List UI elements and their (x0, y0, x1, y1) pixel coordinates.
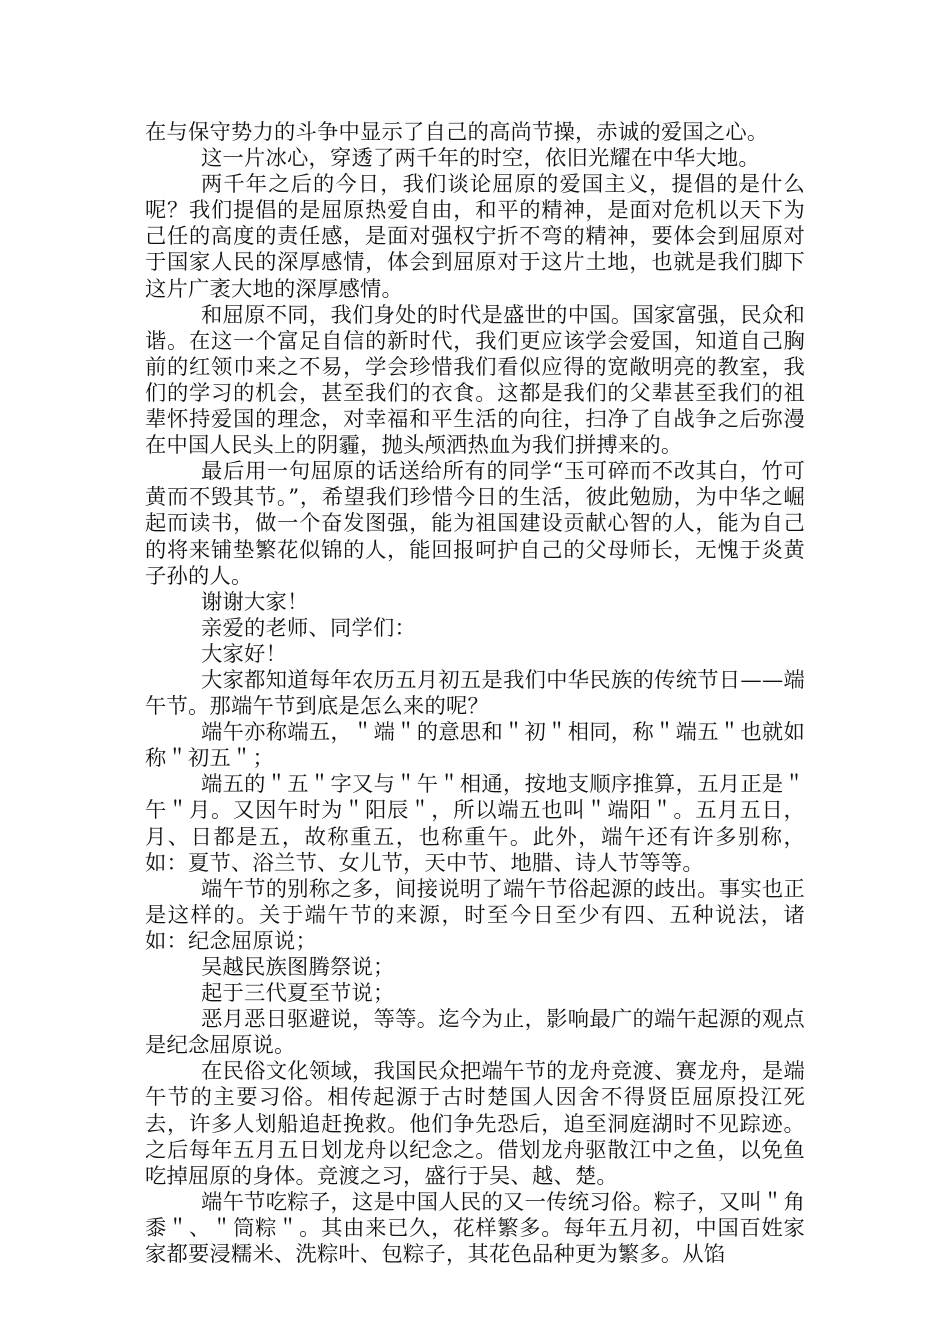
paragraph: 在民俗文化领域，我国民众把端午节的龙舟竞渡、赛龙舟，是端午节的主要习俗。相传起源于古时楚国人因舍不得贤臣屈原投江死去，许多人划船追赶挽救。他们争先恐后，追至洞庭湖时不见踪迹。之后每年五月五日划龙舟以纪念之。借划龙舟驱散江中之鱼，以免鱼吃掉屈原的身体。竞渡之习，盛行于吴、越、楚。 (145, 1059, 805, 1189)
paragraph: 和屈原不同，我们身处的时代是盛世的中国。国家富强，民众和谐。在这一个富足自信的新时代，我们更应该学会爱国，知道自己胸前的红领巾来之不易，学会珍惜我们看似应得的宽敞明亮的教室，我们的学习的机会，甚至我们的衣食。这都是我们的父辈甚至我们的祖辈怀持爱国的理念，对幸福和平生活的向往，扫净了自战争之后弥漫在中国人民头上的阴霾，抛头颅洒热血为我们拼搏来的。 (145, 302, 805, 459)
paragraph: 亲爱的老师、同学们： (201, 615, 416, 641)
paragraph: 大家好！ (201, 641, 287, 667)
paragraph: 恶月恶日驱避说，等等。迄今为止，影响最广的端午起源的观点是纪念屈原说。 (145, 1007, 805, 1059)
paragraph: 大家都知道每年农历五月初五是我们中华民族的传统节日——端午节。那端午节到底是怎么来的呢？ (145, 667, 805, 720)
paragraph: 在与保守势力的斗争中显示了自己的高尚节操，赤诚的爱国之心。 (145, 120, 769, 145)
paragraph: 吴越民族图腾祭说； (201, 955, 395, 980)
document-body (145, 120, 805, 1268)
paragraph: 端五的＂五＂字又与＂午＂相通，按地支顺序推算，五月正是＂午＂月。又因午时为＂阳辰＂，所以端五也叫＂端阳＂。五月五日，月、日都是五，故称重五，也称重午。此外，端午还有许多别称，如：夏节、浴兰节、女儿节，天中节、地腊、诗人节等等。 (145, 772, 805, 876)
paragraph: 谢谢大家！ (201, 589, 309, 615)
paragraph: 起于三代夏至节说； (201, 981, 395, 1007)
paragraph: 两千年之后的今日，我们谈论屈原的爱国主义，提倡的是什么呢？我们提倡的是屈原热爱自由，和平的精神，是面对危机以天下为己任的高度的责任感，是面对强权宁折不弯的精神，要体会到屈原对于国家人民的深厚感情，体会到屈原对于这片土地，也就是我们脚下这片广袤大地的深厚感情。 (145, 172, 805, 302)
paragraph: 端午亦称端五，＂端＂的意思和＂初＂相同，称＂端五＂也就如称＂初五＂； (145, 720, 805, 772)
paragraph: 这一片冰心，穿透了两千年的时空，依旧光耀在中华大地。 (201, 146, 760, 172)
paragraph: 端午节吃粽子，这是中国人民的又一传统习俗。粽子，又叫＂角黍＂、＂筒粽＂。其由来已久，花样繁多。每年五月初，中国百姓家家都要浸糯米、洗粽叶、包粽子，其花色品种更为繁多。从馅 (145, 1189, 805, 1268)
paragraph: 最后用一句屈原的话送给所有的同学“玉可碎而不改其白，竹可黄而不毁其节。”，希望我们珍惜今日的生活，彼此勉励，为中华之崛起而读书，做一个奋发图强，能为祖国建设贡献心智的人，能为自己的将来铺垫繁花似锦的人，能回报呵护自己的父母师长，无愧于炎黄子孙的人。 (145, 459, 805, 589)
paragraph: 端午节的别称之多，间接说明了端午节俗起源的歧出。事实也正是这样的。关于端午节的来源，时至今日至少有四、五种说法，诸如：纪念屈原说； (145, 876, 805, 954)
